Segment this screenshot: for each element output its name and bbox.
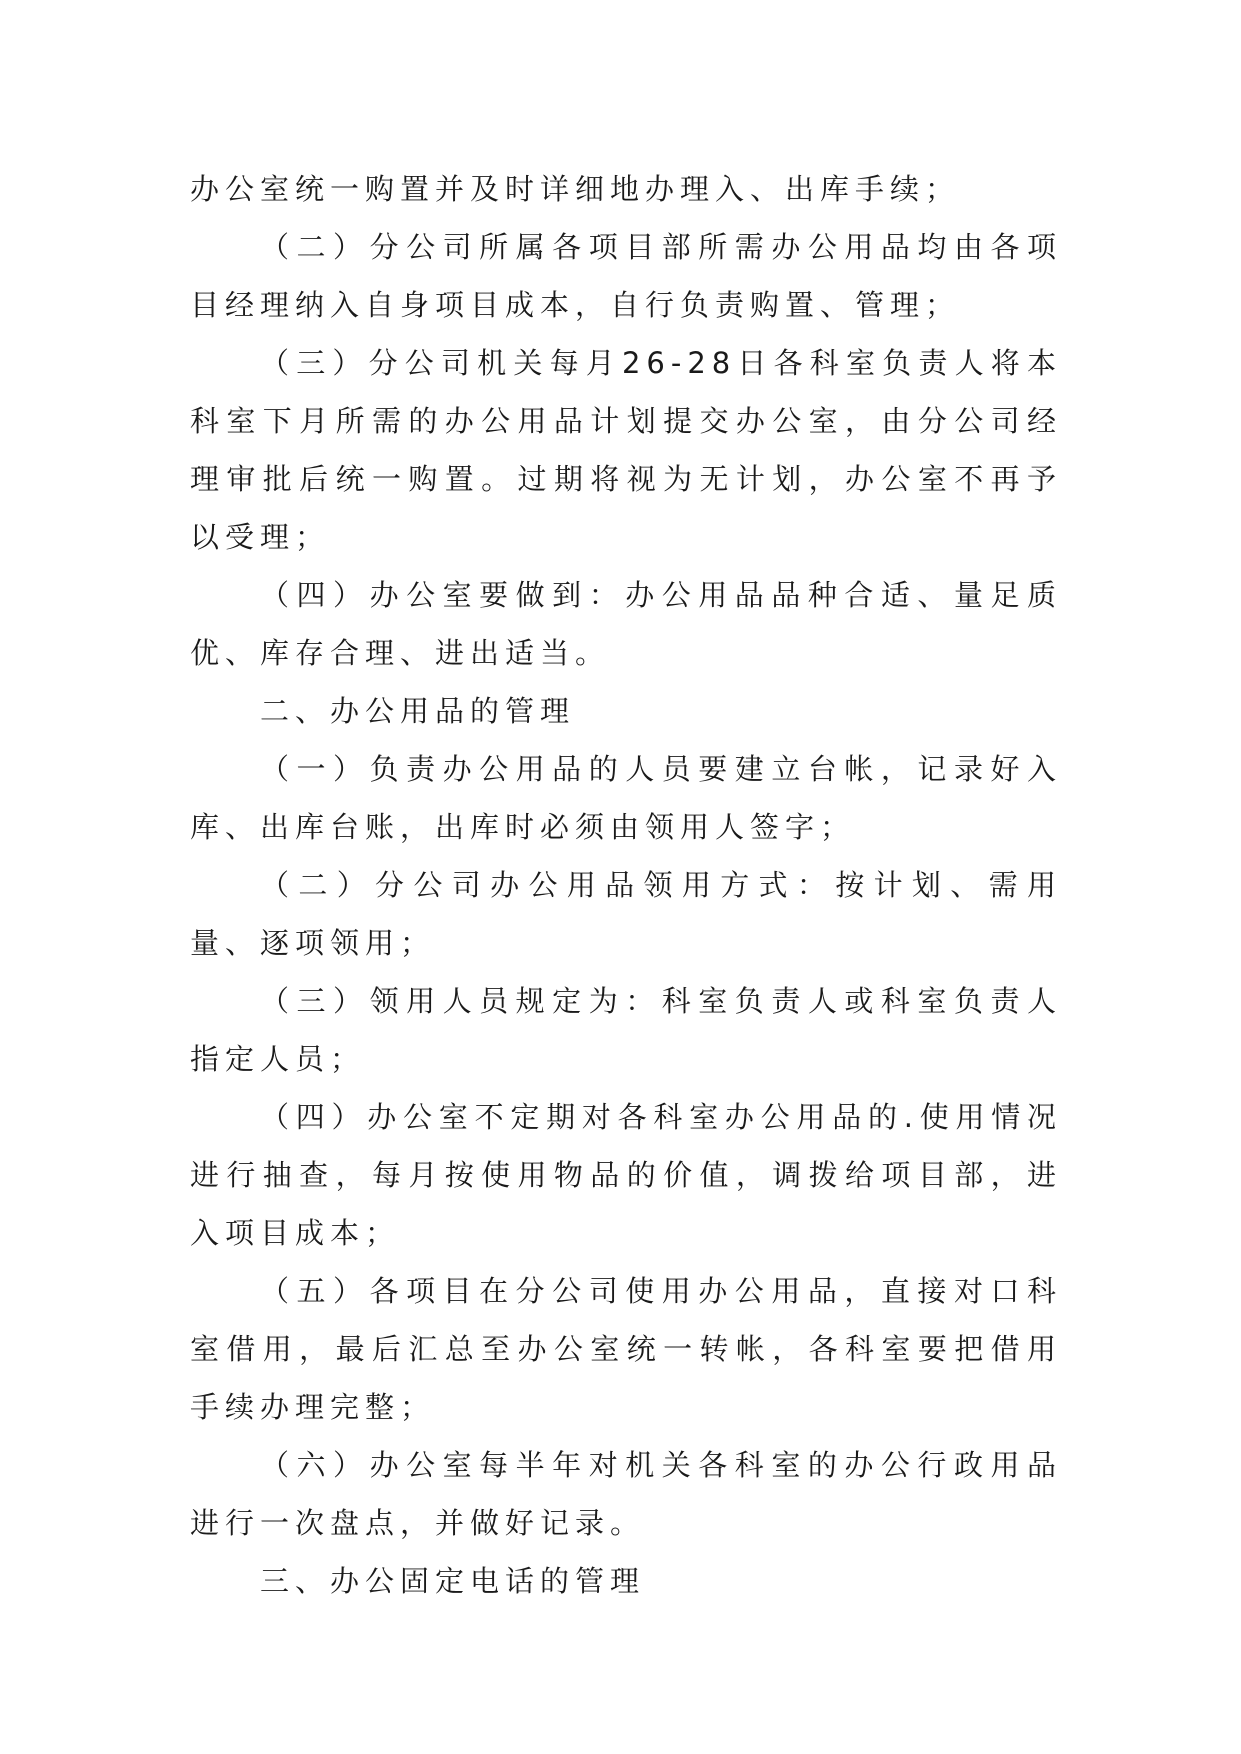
document-body xyxy=(190,160,1062,1610)
paragraph-item-2-1: （二）分公司所属各项目部所需办公用品均由各项目经理纳入自身项目成本，自行负责购置、管理； xyxy=(190,230,1062,322)
paragraph-item-3-5: （五）各项目在分公司使用办公用品，直接对口科室借用，最后汇总至办公室统一转帐，各科室要把借用手续办理完整； xyxy=(190,1274,1062,1424)
paragraph-item-3-1: （一）负责办公用品的人员要建立台帐，记录好入库、出库台账，出库时必须由领用人签字； xyxy=(190,752,1062,844)
paragraph-item-3-3: （三）领用人员规定为：科室负责人或科室负责人指定人员； xyxy=(190,984,1062,1076)
paragraph-continuation: 办公室统一购置并及时详细地办理入、出库手续； xyxy=(190,172,961,206)
section-heading-2: 二、办公用品的管理 xyxy=(260,694,576,728)
paragraph-item-2-3: （四）办公室要做到：办公用品品种合适、量足质优、库存合理、进出适当。 xyxy=(190,578,1062,670)
paragraph-item-3-2: （二）分公司办公用品领用方式：按计划、需用量、逐项领用； xyxy=(190,868,1062,960)
paragraph-item-3-6: （六）办公室每半年对机关各科室的办公行政用品进行一次盘点，并做好记录。 xyxy=(190,1448,1062,1540)
paragraph-item-3-4: （四）办公室不定期对各科室办公用品的.使用情况进行抽查，每月按使用物品的价值，调拨给项目部，进入项目成本； xyxy=(190,1100,1062,1250)
paragraph-item-2-2: （三）分公司机关每月26-28日各科室负责人将本科室下月所需的办公用品计划提交办公室，由分公司经理审批后统一购置。过期将视为无计划，办公室不再予以受理； xyxy=(190,346,1062,554)
section-heading-3: 三、办公固定电话的管理 xyxy=(260,1564,646,1598)
